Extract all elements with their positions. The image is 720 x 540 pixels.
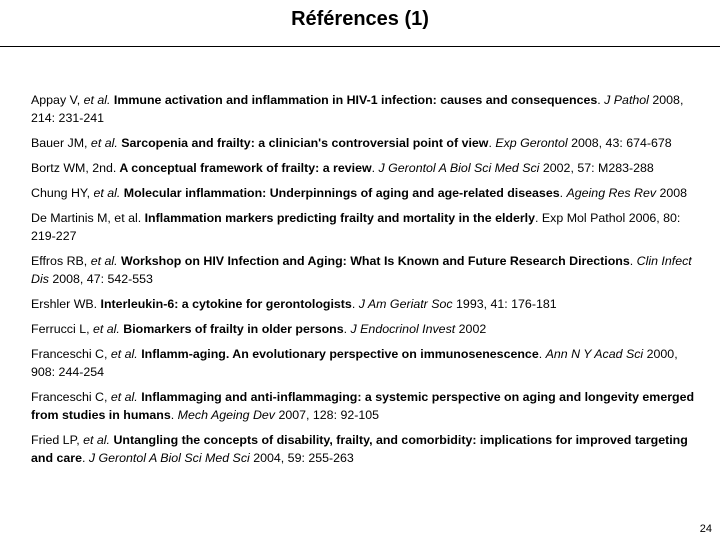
reference-citation: 2008, 47: 542-553 xyxy=(48,272,153,286)
reference-item xyxy=(31,431,696,467)
reference-separator: . xyxy=(535,211,542,225)
reference-item xyxy=(31,345,696,381)
reference-citation: 2008, 43: 674-678 xyxy=(567,136,672,150)
reference-title: Untangling the concepts of disability, frailty, and comorbidity: implications for improved targeting and care xyxy=(31,433,688,465)
reference-title: Workshop on HIV Infection and Aging: What Is Known and Future Research Directions xyxy=(117,254,630,268)
reference-journal: Mech Ageing Dev xyxy=(177,408,275,422)
reference-et-al: et al. xyxy=(110,347,138,361)
reference-journal: Ageing Res Rev xyxy=(566,186,657,200)
reference-citation: 2002, 57: M283-288 xyxy=(539,161,654,175)
reference-separator: . xyxy=(170,408,178,422)
reference-title: Interleukin-6: a cytokine for gerontologists xyxy=(97,297,352,311)
reference-item xyxy=(31,252,696,288)
reference-et-al: et al. xyxy=(83,433,110,447)
reference-title: Sarcopenia and frailty: a clinician's controversial point of view xyxy=(117,136,489,150)
reference-et-al: et al. xyxy=(110,390,138,404)
reference-separator: . xyxy=(343,322,351,336)
reference-list xyxy=(31,91,696,474)
reference-et-al: et al. xyxy=(90,136,118,150)
reference-et-al: et al. xyxy=(92,322,120,336)
reference-item xyxy=(31,184,696,202)
reference-separator: . xyxy=(559,186,567,200)
reference-journal: J Pathol xyxy=(604,93,649,107)
reference-authors: Bauer JM, xyxy=(31,136,91,150)
reference-item xyxy=(31,91,696,127)
reference-authors: Effros RB, xyxy=(31,254,91,268)
reference-journal: J Gerontol A Biol Sci Med Sci xyxy=(378,161,540,175)
reference-journal: Clin Infect Dis xyxy=(31,254,692,286)
reference-journal: J Gerontol A Biol Sci Med Sci xyxy=(88,451,250,465)
reference-journal: Ann N Y Acad Sci xyxy=(545,347,644,361)
reference-item xyxy=(31,388,696,424)
reference-authors: Ferrucci L, xyxy=(31,322,93,336)
reference-citation: 2002 xyxy=(455,322,487,336)
reference-item xyxy=(31,209,696,245)
reference-citation: 2008, 214: 231-241 xyxy=(31,93,684,125)
reference-separator: . xyxy=(629,254,637,268)
reference-et-al: et al. xyxy=(93,186,121,200)
reference-et-al: et al. xyxy=(90,254,118,268)
reference-title: Inflammation markers predicting frailty and mortality in the elderly xyxy=(141,211,536,225)
reference-title: Inflamm-aging. An evolutionary perspective on immunosenescence xyxy=(137,347,539,361)
reference-title: Immune activation and inflammation in HIV-1 infection: causes and consequences xyxy=(110,93,598,107)
reference-separator: . xyxy=(538,347,546,361)
page-title: Références (1) xyxy=(291,8,429,30)
reference-journal: J Am Geriatr Soc xyxy=(358,297,453,311)
reference-authors: Fried LP, xyxy=(31,433,84,447)
reference-separator: . xyxy=(371,161,379,175)
reference-title: Biomarkers of frailty in older persons xyxy=(119,322,344,336)
reference-separator: . xyxy=(597,93,605,107)
reference-journal: Exp Gerontol xyxy=(495,136,568,150)
reference-title: A conceptual framework of frailty: a review xyxy=(116,161,372,175)
reference-separator: . xyxy=(351,297,359,311)
reference-authors: Chung HY, xyxy=(31,186,94,200)
reference-citation: 1993, 41: 176-181 xyxy=(452,297,557,311)
reference-journal: J Endocrinol Invest xyxy=(350,322,456,336)
reference-authors: Appay V, xyxy=(31,93,84,107)
reference-citation: 2007, 128: 92-105 xyxy=(275,408,380,422)
reference-authors: Bortz WM, 2nd. xyxy=(31,161,117,175)
reference-authors: De Martinis M, et al. xyxy=(31,211,142,225)
page-number: 24 xyxy=(699,523,712,535)
reference-citation: 2004, 59: 255-263 xyxy=(249,451,354,465)
reference-title: Molecular inflammation: Underpinnings of aging and age-related diseases xyxy=(120,186,560,200)
reference-separator: . xyxy=(488,136,496,150)
reference-citation: 2000, 908: 244-254 xyxy=(31,347,678,379)
reference-authors: Franceschi C, xyxy=(31,347,111,361)
reference-authors: Franceschi C, xyxy=(31,390,111,404)
reference-item xyxy=(31,320,696,338)
reference-authors: Ershler WB. xyxy=(31,297,98,311)
reference-separator: . xyxy=(81,451,89,465)
reference-citation: 2008 xyxy=(656,186,688,200)
reference-title: Inflammaging and anti-inflammaging: a systemic perspective on aging and longevity emerged from studies in humans xyxy=(31,390,695,422)
title-divider xyxy=(0,46,720,47)
reference-citation: Exp Mol Pathol 2006, 80: 219-227 xyxy=(31,211,681,243)
reference-et-al: et al. xyxy=(83,93,111,107)
reference-item xyxy=(31,134,696,152)
reference-item xyxy=(31,159,696,177)
reference-item xyxy=(31,295,696,313)
